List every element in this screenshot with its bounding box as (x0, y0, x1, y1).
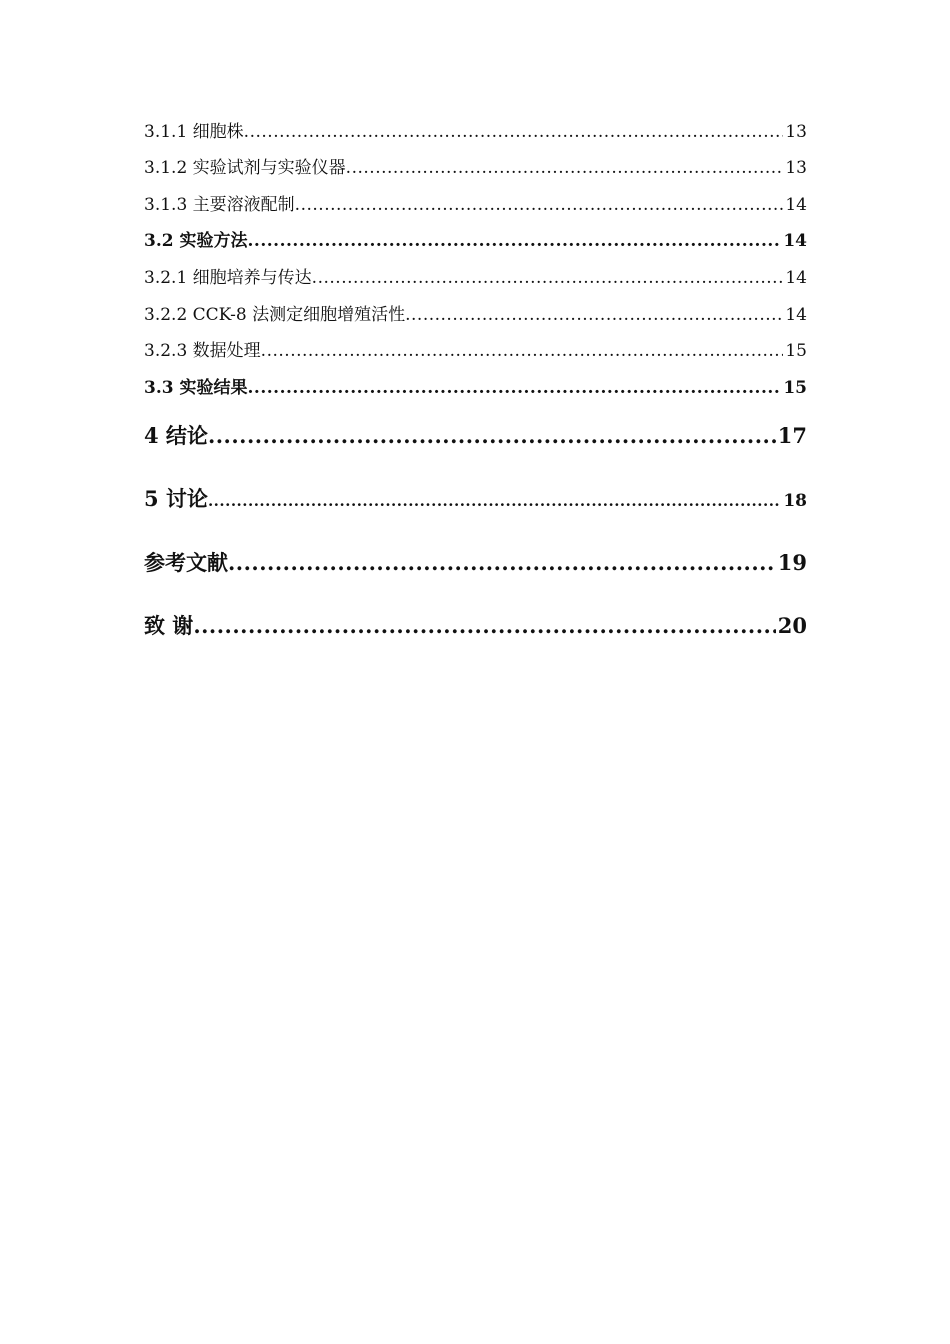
toc-leader-dots (261, 341, 784, 361)
toc-leader-dots (228, 550, 776, 575)
toc-entry-page: 14 (783, 231, 807, 251)
toc-entry-page: 15 (783, 378, 807, 398)
toc-entry-references[interactable] (144, 547, 807, 577)
toc-entry-label: 致 谢 (144, 613, 194, 638)
toc-entry-4[interactable] (144, 420, 807, 450)
toc-entry-label: 3.2.1 细胞培养与传达 (144, 268, 312, 288)
toc-entry-3-3[interactable] (144, 373, 807, 398)
toc-leader-dots (312, 268, 784, 288)
toc-entry-label: 4 结论 (144, 423, 208, 448)
toc-entry-label: 3.1.1 细胞株 (144, 122, 244, 142)
toc-entry-page: 14 (785, 305, 807, 325)
toc-leader-dots (248, 231, 782, 251)
toc-entry-label: 参考文献 (144, 550, 228, 575)
toc-entry-3-2-3[interactable] (144, 336, 807, 361)
toc-entry-page: 14 (785, 268, 807, 288)
toc-entry-3-1-2[interactable] (144, 153, 807, 178)
toc-entry-3-1-3[interactable] (144, 190, 807, 215)
toc-entry-3-2[interactable] (144, 226, 807, 251)
toc-leader-dots (405, 305, 783, 325)
toc-entry-label: 3.2 实验方法 (144, 231, 248, 251)
toc-entry-3-2-1[interactable] (144, 263, 807, 288)
toc-leader-dots (244, 122, 784, 142)
toc-entry-page: 15 (785, 341, 807, 361)
toc-entry-page: 17 (777, 423, 807, 448)
toc-entry-page: 13 (785, 158, 807, 178)
toc-entry-label: 3.2.3 数据处理 (144, 341, 261, 361)
toc-entry-page: 13 (785, 122, 807, 142)
toc-leader-dots (193, 613, 775, 638)
toc-entry-label: 3.3 实验结果 (144, 378, 248, 398)
toc-entry-label: 5 讨论 (144, 486, 208, 511)
toc-entry-acknowledgements[interactable] (144, 610, 807, 640)
toc-entry-page: 14 (785, 195, 807, 215)
toc-entry-3-2-2[interactable] (144, 300, 807, 325)
toc-leader-dots (295, 195, 784, 215)
toc-leader-dots (346, 158, 784, 178)
toc-leader-dots (208, 423, 776, 448)
toc-leader-dots (208, 492, 781, 510)
toc-entry-page: 20 (777, 613, 807, 638)
toc-entry-label: 3.1.3 主要溶液配制 (144, 195, 295, 215)
toc-entry-page: 18 (783, 491, 807, 511)
toc-leader-dots (248, 378, 782, 398)
toc-entry-label: 3.2.2 CCK-8 法测定细胞增殖活性 (144, 305, 406, 325)
table-of-contents (144, 0, 807, 700)
toc-entry-label: 3.1.2 实验试剂与实验仪器 (144, 158, 346, 178)
toc-entry-page: 19 (777, 550, 807, 575)
toc-entry-5[interactable] (144, 483, 807, 513)
toc-entry-3-1-1[interactable] (144, 117, 807, 142)
